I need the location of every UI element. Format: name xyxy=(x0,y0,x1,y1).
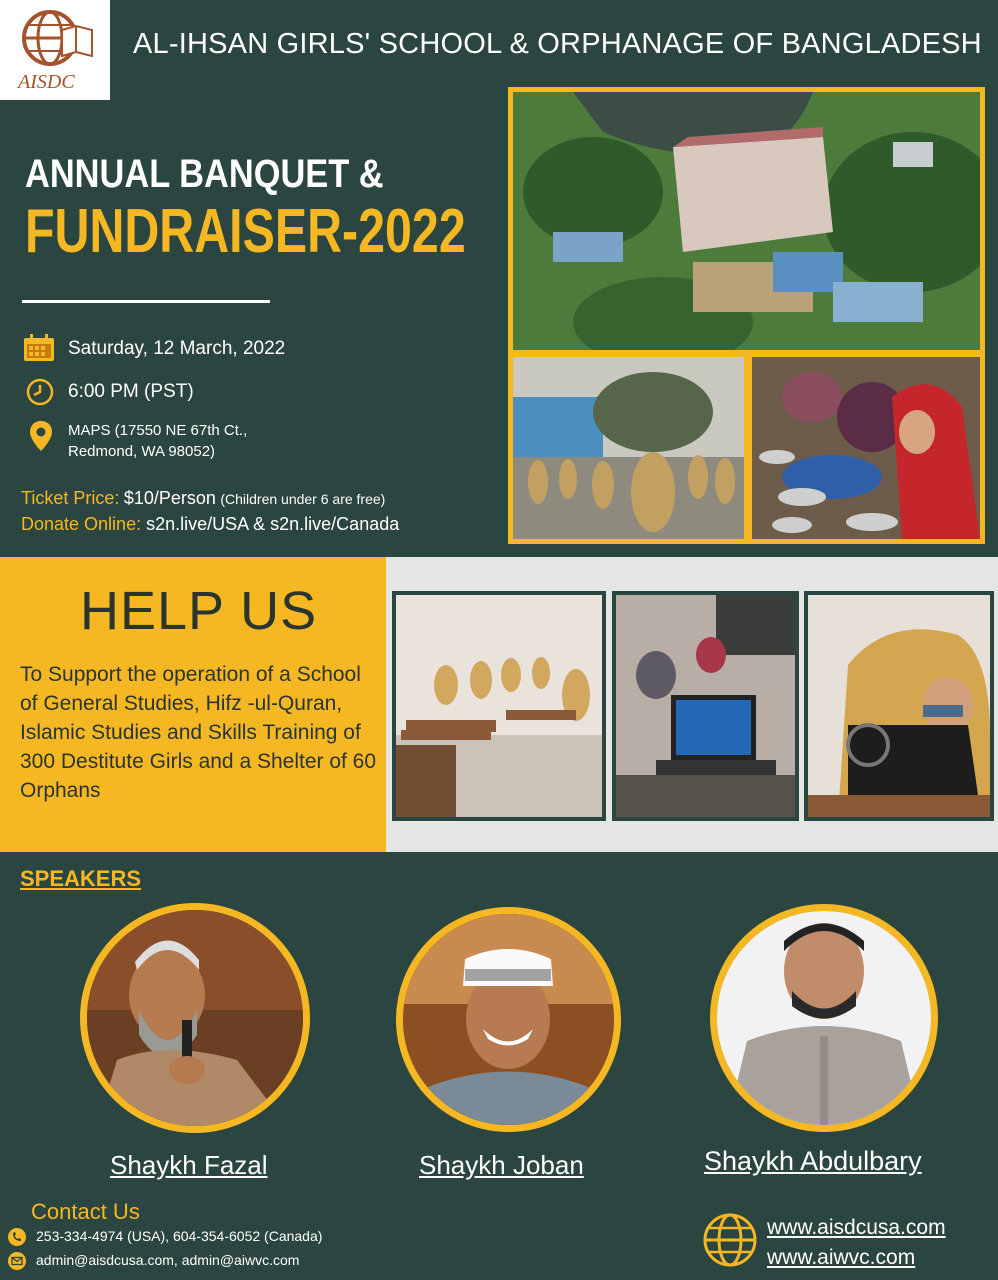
clock-icon xyxy=(25,377,55,412)
globe-icon xyxy=(702,1212,758,1273)
ticket-price xyxy=(21,488,385,509)
website-link-aisdcusa[interactable]: www.aisdcusa.com xyxy=(767,1216,946,1239)
donate-value[interactable]: s2n.live/USA & s2n.live/Canada xyxy=(146,514,400,534)
logo-text: AISDC xyxy=(18,71,75,93)
donate-label: Donate Online: xyxy=(21,514,142,534)
school-assembly-photo xyxy=(508,352,749,544)
help-description: To Support the operation of a School of General Studies, Hifz -ul-Quran, Islamic Studies and Skills Training of 300 Destitute Girls and a Shelter of 60 Orphans xyxy=(20,663,377,802)
ticket-label: Ticket Price: xyxy=(21,488,120,508)
event-venue xyxy=(68,420,247,462)
event-time: 6:00 PM (PST) xyxy=(68,381,194,402)
girls-eating-photo xyxy=(747,352,985,544)
logo xyxy=(0,0,110,100)
speaker-name-fazal: Shaykh Fazal xyxy=(110,1150,268,1180)
sewing-training-photo xyxy=(804,591,994,821)
venue-line2: Redmond, WA 98052) xyxy=(68,443,216,460)
contact-email[interactable]: admin@aisdcusa.com, admin@aiwvc.com xyxy=(36,1252,300,1268)
speaker-name-abdulbary: Shaykh Abdulbary xyxy=(704,1146,922,1176)
campus-aerial-photo xyxy=(508,87,985,355)
contact-heading: Contact Us xyxy=(31,1199,140,1224)
title-divider xyxy=(22,300,270,303)
globe-book-logo-icon xyxy=(0,0,110,100)
calendar-icon xyxy=(22,333,56,368)
email-icon xyxy=(8,1252,26,1275)
website-link-aiwvc[interactable]: www.aiwvc.com xyxy=(767,1246,916,1269)
event-title-line2: FUNDRAISER-2022 xyxy=(25,197,466,266)
venue-line1: MAPS (17550 NE 67th Ct., xyxy=(68,422,248,439)
contact-phone[interactable]: 253-334-4974 (USA), 604-354-6052 (Canada) xyxy=(36,1228,323,1244)
phone-icon xyxy=(8,1228,26,1251)
event-date: Saturday, 12 March, 2022 xyxy=(68,338,286,359)
speaker-photo-fazal xyxy=(80,903,310,1133)
ticket-value: $10/Person xyxy=(123,488,216,508)
event-title-line1: ANNUAL BANQUET & xyxy=(25,152,384,196)
speaker-photo-joban xyxy=(396,907,621,1132)
donate-online xyxy=(21,514,399,535)
location-pin-icon xyxy=(28,419,54,458)
speakers-heading: SPEAKERS xyxy=(20,866,142,891)
org-title: AL-IHSAN GIRLS' SCHOOL & ORPHANAGE OF BANGLADESH xyxy=(133,28,982,60)
speaker-name-joban: Shaykh Joban xyxy=(419,1150,584,1180)
computer-lab-photo xyxy=(612,591,799,821)
classroom-photo xyxy=(392,591,606,821)
speaker-photo-abdulbary xyxy=(710,904,938,1132)
help-title: HELP US xyxy=(80,581,318,641)
ticket-note: (Children under 6 are free) xyxy=(220,491,386,507)
